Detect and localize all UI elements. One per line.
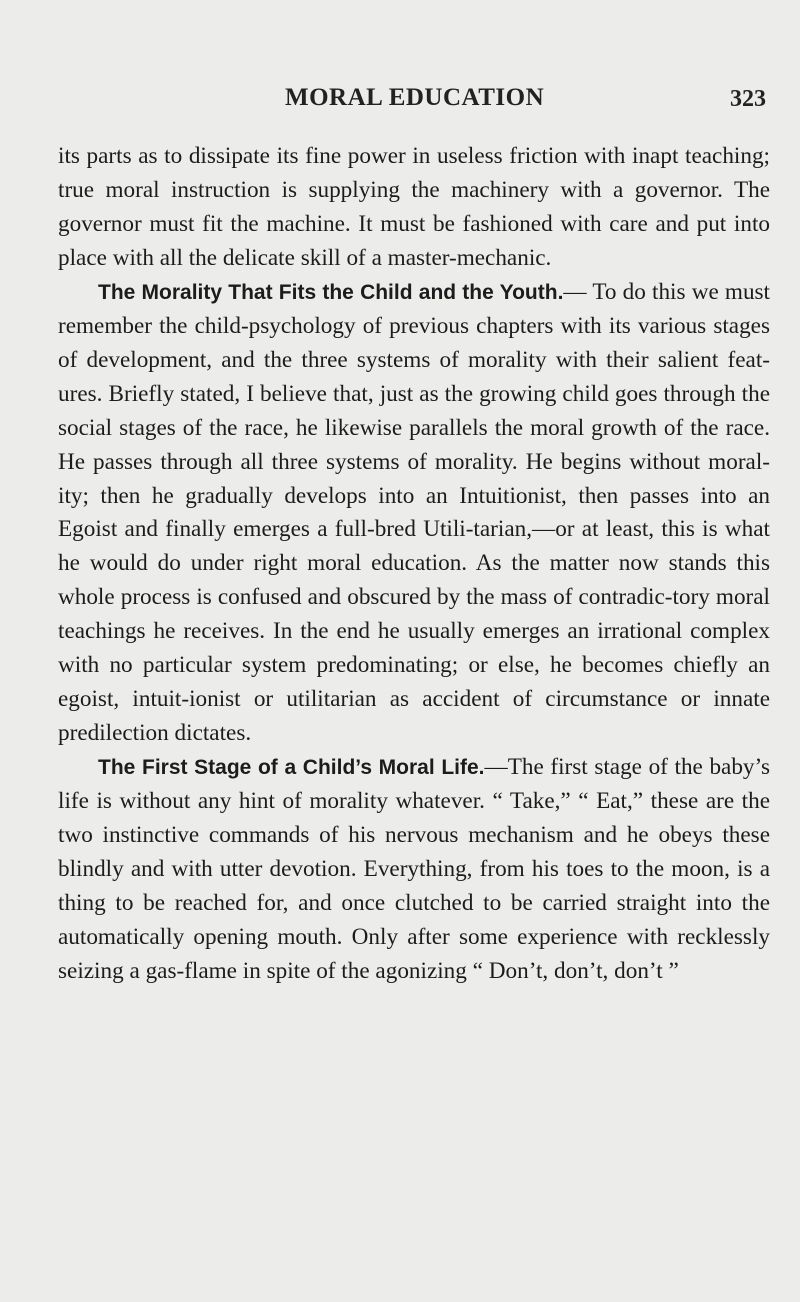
section-heading: The First Stage of a Child’s Moral Life. [98, 756, 485, 780]
page-number: 323 [730, 86, 766, 112]
paragraph-text: —The first stage of the baby’s life is without any hint of morality whatever. “ Take,” “ Eat,” these are the two instinctive commands of his nervous mechanism and he obeys these blindly and with utter devotion. Everything, from his toes to the moon, is a thing to be reached for, and once clutched to be carried straight into the automatically opening mouth. Only after some experience with recklessly seizing a gas-flame in spite of the agonizing “ Don’t, don’t, don’t ” [58, 754, 770, 984]
running-head: MORAL EDUCATION [285, 84, 545, 111]
body-text [58, 140, 770, 989]
section-heading: The Morality That Fits the Child and the Youth. [98, 280, 564, 304]
paragraph-first-stage [58, 751, 770, 989]
paragraph-morality-that-fits [58, 276, 770, 751]
paragraph-text: its parts as to dissipate its fine power in useless friction with inapt teaching; true moral instruction is supplying the machinery with a governor. The governor must fit the machine. It must be fashioned with care and put into place with all the delicate skill of a master-mechanic. [58, 143, 770, 271]
paragraph-continuation [58, 140, 770, 276]
paragraph-text: — To do this we must remember the child-psychology of previous chapters with its various stages of development, and the three systems of morality with their salient feat-ures. Briefly stated, I believe that, just as the growing child goes through the social stages of the race, he likewise parallels the moral growth of the race. He passes through all three systems of morality. He begins without moral-ity; then he gradually develops into an Intuitionist, then passes into an Egoist and finally emerges a full-bred Utili-tarian,—or at least, this is what he would do under right moral education. As the matter now stands this whole process is confused and obscured by the mass of contradic-tory moral teachings he receives. In the end he usually emerges an irrational complex with no particular system predominating; or else, he becomes chiefly an egoist, intuit-ionist or utilitarian as accident of circumstance or innate predilection dictates. [58, 278, 770, 747]
